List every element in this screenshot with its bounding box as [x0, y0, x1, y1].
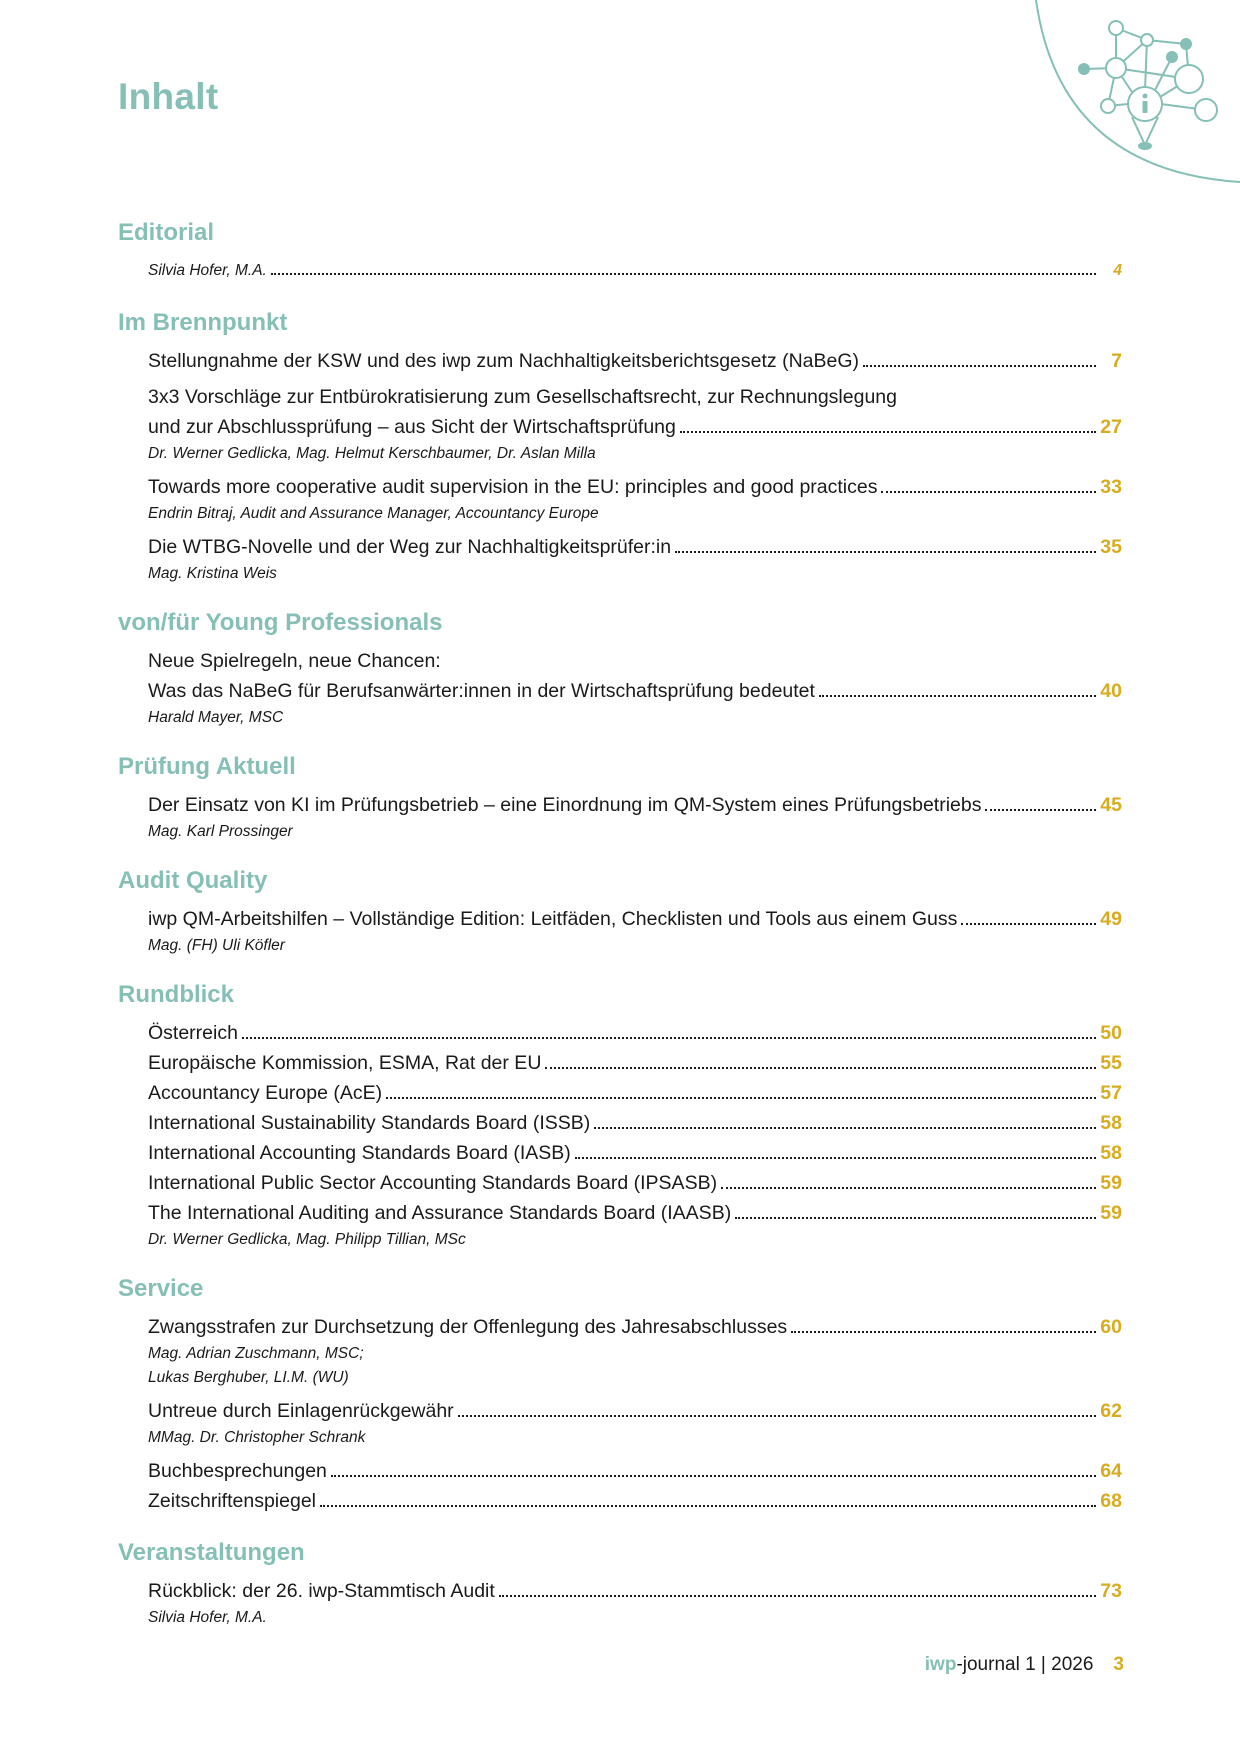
page-number: 68 [1100, 1490, 1122, 1512]
dot-leader [458, 1414, 1096, 1417]
toc-entry[interactable] [118, 1576, 1122, 1630]
entry-author: Silvia Hofer, M.A. [148, 262, 267, 279]
page-footer [925, 1654, 1124, 1676]
section-title: von/für Young Professionals [118, 609, 443, 636]
page-title: Inhalt [118, 76, 219, 117]
toc-entry[interactable] [118, 1078, 1122, 1108]
toc-entry[interactable] [118, 646, 1122, 730]
entry-title: Zeitschriftenspiegel [148, 1490, 316, 1512]
page-number: 40 [1100, 680, 1122, 702]
toc-entry[interactable] [118, 382, 1122, 466]
dot-leader [863, 364, 1096, 367]
toc-entry[interactable] [118, 1018, 1122, 1048]
entry-title: Der Einsatz von KI im Prüfungsbetrieb – eine Einordnung im QM-System eines Prüfungsbetriebs [148, 794, 982, 816]
page-number: 57 [1100, 1082, 1122, 1104]
network-info-icon [1000, 0, 1240, 210]
dot-leader [985, 808, 1096, 811]
page-number: 60 [1100, 1316, 1122, 1338]
dot-leader [721, 1186, 1096, 1189]
table-of-contents [118, 216, 1122, 1650]
dot-leader [819, 694, 1096, 697]
entry-author: Dr. Werner Gedlicka, Mag. Philipp Tillian, MSc [148, 1231, 466, 1248]
entry-title: Untreue durch Einlagenrückgewähr [148, 1400, 454, 1422]
toc-entry[interactable] [118, 1138, 1122, 1168]
entry-title: Was das NaBeG für Berufsanwärter:innen in der Wirtschaftsprüfung bedeutet [148, 680, 815, 702]
dot-leader [680, 430, 1096, 433]
entry-author: Mag. Kristina Weis [148, 565, 277, 582]
section-rundblick [118, 978, 1122, 1252]
page-number: 59 [1100, 1202, 1122, 1224]
entry-title: Zwangsstrafen zur Durchsetzung der Offenlegung des Jahresabschlusses [148, 1316, 788, 1338]
page-number: 45 [1100, 794, 1122, 816]
entry-author: Endrin Bitraj, Audit and Assurance Manager, Accountancy Europe [148, 505, 599, 522]
entry-author: Dr. Werner Gedlicka, Mag. Helmut Kerschbaumer, Dr. Aslan Milla [148, 445, 596, 462]
entry-title: Europäische Kommission, ESMA, Rat der EU [148, 1052, 542, 1074]
section-title: Veranstaltungen [118, 1539, 305, 1566]
toc-entry[interactable] [118, 1168, 1122, 1198]
entry-title: Rückblick: der 26. iwp-Stammtisch Audit [148, 1580, 495, 1602]
page-number: 50 [1100, 1022, 1122, 1044]
dot-leader [320, 1504, 1096, 1507]
entry-title: International Accounting Standards Board (IASB) [148, 1142, 571, 1164]
entry-title: und zur Abschlussprüfung – aus Sicht der Wirtschaftsprüfung [148, 416, 676, 438]
entry-title: The International Auditing and Assurance Standards Board (IAASB) [148, 1202, 732, 1224]
entry-title-line: Neue Spielregeln, neue Chancen: [148, 650, 441, 672]
section-young-professionals [118, 606, 1122, 730]
footer-brand: iwp [924, 1654, 957, 1675]
toc-entry[interactable] [118, 472, 1122, 526]
page-number: 58 [1100, 1142, 1122, 1164]
page-number: 58 [1100, 1112, 1122, 1134]
dot-leader [575, 1156, 1096, 1159]
entry-title: International Sustainability Standards Board (ISSB) [148, 1112, 591, 1134]
entry-author: Mag. Karl Prossinger [148, 823, 293, 840]
section-veranstaltungen [118, 1536, 1122, 1630]
entry-title: Die WTBG-Novelle und der Weg zur Nachhaltigkeitsprüfer:in [148, 536, 672, 558]
entry-title: Österreich [148, 1022, 238, 1044]
section-title: Prüfung Aktuell [118, 753, 296, 780]
entry-title: Towards more cooperative audit supervision in the EU: principles and good practices [148, 476, 878, 498]
entry-title: International Public Sector Accounting Standards Board (IPSASB) [148, 1172, 718, 1194]
page-number: 55 [1100, 1052, 1122, 1074]
dot-leader [242, 1036, 1096, 1039]
page-number: 4 [1113, 262, 1122, 279]
dot-leader [499, 1594, 1096, 1597]
page-number: 64 [1100, 1460, 1122, 1482]
entry-author: MMag. Dr. Christopher Schrank [148, 1429, 366, 1446]
page-number: 49 [1100, 908, 1122, 930]
footer-page-number: 3 [1113, 1654, 1124, 1675]
toc-entry[interactable] [118, 1312, 1122, 1390]
dot-leader [791, 1330, 1096, 1333]
page-number: 59 [1100, 1172, 1122, 1194]
section-audit-quality [118, 864, 1122, 958]
page-number: 33 [1100, 476, 1122, 498]
entry-author: Harald Mayer, MSC [148, 709, 284, 726]
dot-leader [675, 550, 1096, 553]
page-number: 73 [1100, 1580, 1122, 1602]
entry-title: Accountancy Europe (AcE) [148, 1082, 383, 1104]
section-im-brennpunkt [118, 306, 1122, 586]
dot-leader [386, 1096, 1096, 1099]
dot-leader [594, 1126, 1096, 1129]
dot-leader [735, 1216, 1096, 1219]
toc-entry[interactable] [118, 532, 1122, 586]
entry-title: iwp QM-Arbeitshilfen – Vollständige Edition: Leitfäden, Checklisten und Tools aus einem Guss [148, 908, 958, 930]
section-title: Im Brennpunkt [118, 309, 288, 336]
page-number: 27 [1100, 416, 1122, 438]
toc-entry[interactable] [118, 1198, 1122, 1252]
dot-leader [271, 272, 1096, 275]
toc-entry[interactable] [118, 904, 1122, 958]
page-number: 35 [1100, 536, 1122, 558]
entry-author: Silvia Hofer, M.A. [148, 1609, 267, 1626]
footer-journal: -journal 1 | 2026 [956, 1654, 1094, 1675]
section-title: Editorial [118, 219, 215, 246]
toc-entry[interactable] [118, 1486, 1122, 1516]
toc-entry[interactable] [118, 1396, 1122, 1450]
toc-entry[interactable] [118, 1048, 1122, 1078]
toc-entry[interactable] [118, 1108, 1122, 1138]
toc-entry[interactable] [118, 256, 1122, 286]
dot-leader [331, 1474, 1096, 1477]
toc-entry[interactable] [118, 346, 1122, 376]
section-service [118, 1272, 1122, 1516]
dot-leader [961, 922, 1096, 925]
dot-leader [545, 1066, 1096, 1069]
section-title: Rundblick [118, 981, 235, 1008]
entry-title-line: 3x3 Vorschläge zur Entbürokratisierung zum Gesellschaftsrecht, zur Rechnungslegung [148, 386, 897, 408]
section-title: Service [118, 1275, 204, 1302]
entry-author: Mag. (FH) Uli Köfler [148, 937, 285, 954]
entry-author-2: Lukas Berghuber, LI.M. (WU) [148, 1369, 349, 1386]
section-editorial [118, 216, 1122, 286]
toc-entry[interactable] [118, 790, 1122, 844]
dot-leader [881, 490, 1096, 493]
entry-title: Buchbesprechungen [148, 1460, 327, 1482]
toc-entry[interactable] [118, 1456, 1122, 1486]
entry-title: Stellungnahme der KSW und des iwp zum Nachhaltigkeitsberichtsgesetz (NaBeG) [148, 350, 860, 372]
page-number: 62 [1100, 1400, 1122, 1422]
page-number: 7 [1111, 350, 1122, 372]
section-pruefung-aktuell [118, 750, 1122, 844]
entry-author: Mag. Adrian Zuschmann, MSC; [148, 1345, 364, 1362]
section-title: Audit Quality [118, 867, 268, 894]
